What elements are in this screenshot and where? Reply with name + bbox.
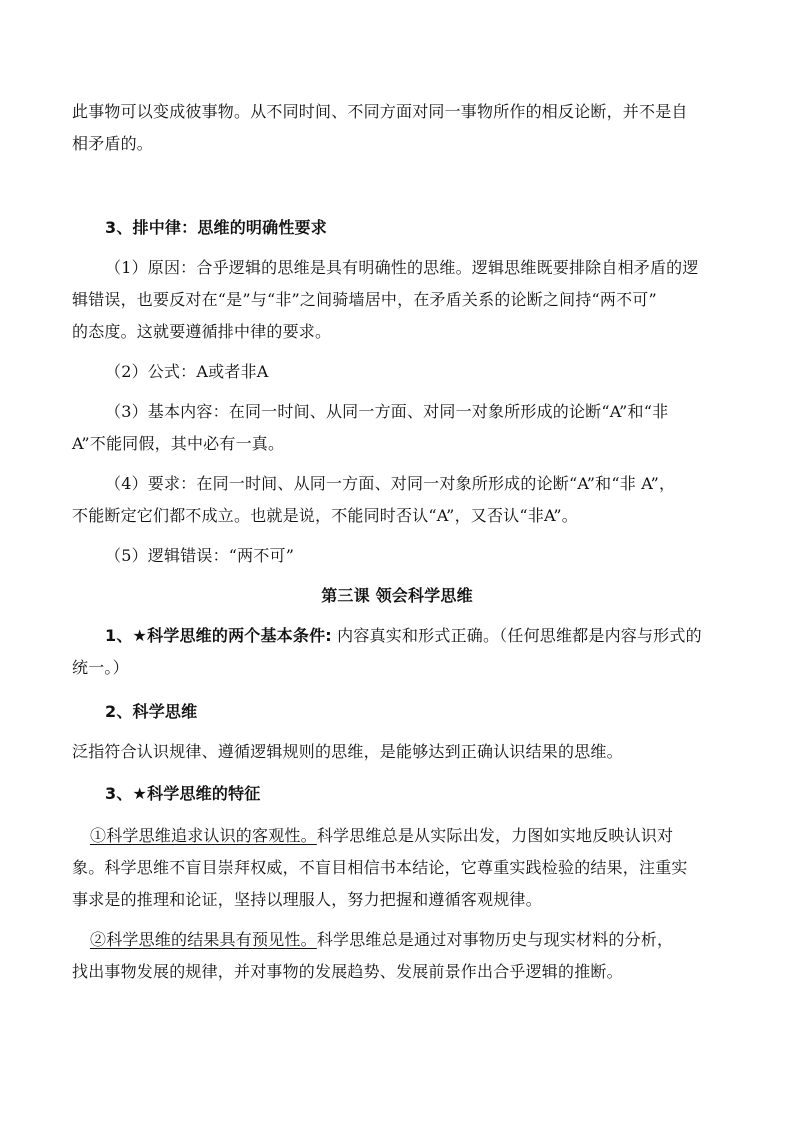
feature2-text: 科学思维总是通过对事物历史与现实材料的分析， — [316, 930, 674, 949]
law3-reason-line-1: （1）原因：合乎逻辑的思维是具有明确性的思维。逻辑思维既要排除自相矛盾的逻 — [105, 258, 699, 277]
lesson3-item1-heading: 1、★科学思维的两个基本条件: — [105, 626, 332, 645]
law3-content-line-2: A”不能同假，其中必有一真。 — [72, 434, 285, 453]
intro-line-1: 此事物可以变成彼事物。从不同时间、不同方面对同一事物所作的相反论断，并不是自 — [72, 102, 688, 121]
feature2-key-point: ②科学思维的结果具有预见性。 — [90, 930, 317, 949]
feature1-key-point: ①科学思维追求认识的客观性。 — [90, 826, 317, 845]
law3-reason-line-3: 的态度。这就要遵循排中律的要求。 — [72, 322, 332, 341]
lesson3-item1-text: 内容真实和形式正确。（任何思维都是内容与形式的 — [331, 626, 702, 645]
law3-heading: 3、排中律：思维的明确性要求 — [105, 218, 327, 237]
law3-require-line-1: （4）要求：在同一时间、从同一方面、对同一对象所形成的论断“A”和“非 A”， — [105, 474, 676, 493]
law3-formula: （2）公式：A或者非A — [105, 362, 269, 381]
feature1-line-1 — [90, 825, 673, 847]
feature1-line-2: 象。科学思维不盲目崇拜权威，不盲目相信书本结论，它尊重实践检验的结果，注重实 — [72, 858, 688, 877]
lesson3-title: 第三课 领会科学思维 — [321, 586, 473, 605]
lesson3-item2-heading: 2、科学思维 — [105, 702, 198, 721]
feature1-text: 科学思维总是从实际出发，力图如实地反映认识对 — [316, 826, 674, 845]
lesson3-item2-text: 泛指符合认识规律、遵循逻辑规则的思维，是能够达到正确认识结果的思维。 — [72, 742, 623, 761]
feature1-line-3: 事求是的推理和论证，坚持以理服人，努力把握和遵循客观规律。 — [72, 890, 542, 909]
lesson3-item1-line-2: 统一。） — [72, 658, 129, 677]
law3-reason-line-2: 辑错误，也要反对在“是”与“非”之间骑墙居中，在矛盾关系的论断之间持“两不可” — [72, 290, 657, 309]
lesson3-item3-heading: 3、★科学思维的特征 — [105, 784, 261, 803]
law3-logic-error: （5）逻辑错误：“两不可” — [105, 546, 295, 565]
lesson3-item1-line-1 — [105, 625, 702, 647]
intro-line-2: 相矛盾的。 — [72, 134, 154, 153]
law3-require-line-2: 不能断定它们都不成立。也就是说，不能同时否认“A”，又否认“非A”。 — [72, 506, 578, 525]
feature2-line-2: 找出事物发展的规律，并对事物的发展趋势、发展前景作出合乎逻辑的推断。 — [72, 962, 623, 981]
feature2-line-1 — [90, 929, 673, 951]
law3-content-line-1: （3）基本内容：在同一时间、从同一方面、对同一对象所形成的论断“A”和“非 — [105, 402, 669, 421]
